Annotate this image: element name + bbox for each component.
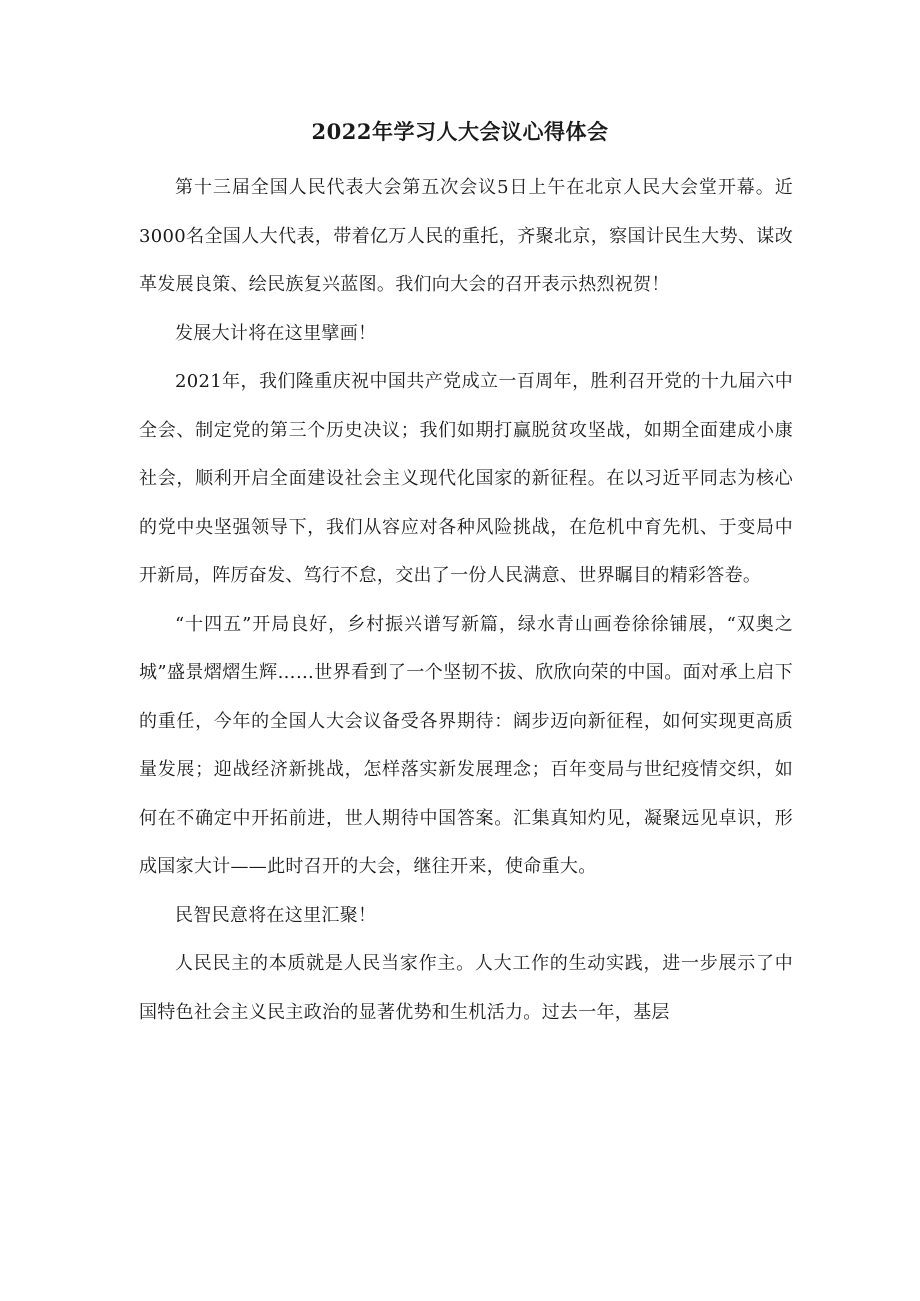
paragraph-heading-development: 发展大计将在这里擘画！ [175, 322, 377, 344]
paragraph-heading-public-opinion: 民智民意将在这里汇聚！ [175, 904, 377, 926]
paragraph-peoples-democracy: 人民民主的本质就是人民当家作主。人大工作的生动实践，进一步展示了中国特色社会主义民主政治的显著优势和生机活力。过去一年，基层 [139, 953, 793, 1023]
document-body [139, 164, 793, 1037]
paragraph-14th-five-year: “十四五”开局良好，乡村振兴谱写新篇，绿水青山画卷徐徐铺展，“双奥之城”盛景熠熠生辉……世界看到了一个坚韧不拔、欣欣向荣的中国。面对承上启下的重任，今年的全国人大会议备受各界期待：阔步迈向新征程，如何实现更高质量发展；迎战经济新挑战，怎样落实新发展理念；百年变局与世纪疫情交织，如何在不确定中开拓前进，世人期待中国答案。汇集真知灼见，凝聚远见卓识，形成国家大计——此时召开的大会，继往开来，使命重大。 [139, 613, 793, 877]
paragraph-opening: 第十三届全国人民代表大会第五次会议5日上午在北京人民大会堂开幕。近3000名全国人大代表，带着亿万人民的重托，齐聚北京，察国计民生大势、谋改革发展良策、绘民族复兴蓝图。我们向大会的召开表示热烈祝贺！ [139, 177, 793, 295]
document-title: 2022年学习人大会议心得体会 [311, 119, 609, 144]
paragraph-2021-review: 2021年，我们隆重庆祝中国共产党成立一百周年，胜利召开党的十九届六中全会、制定党的第三个历史决议；我们如期打赢脱贫攻坚战，如期全面建成小康社会，顺利开启全面建设社会主义现代化国家的新征程。在以习近平同志为核心的党中央坚强领导下，我们从容应对各种风险挑战，在危机中育先机、于变局中开新局，阵厉奋发、笃行不怠，交出了一份人民满意、世界瞩目的精彩答卷。 [139, 371, 793, 586]
